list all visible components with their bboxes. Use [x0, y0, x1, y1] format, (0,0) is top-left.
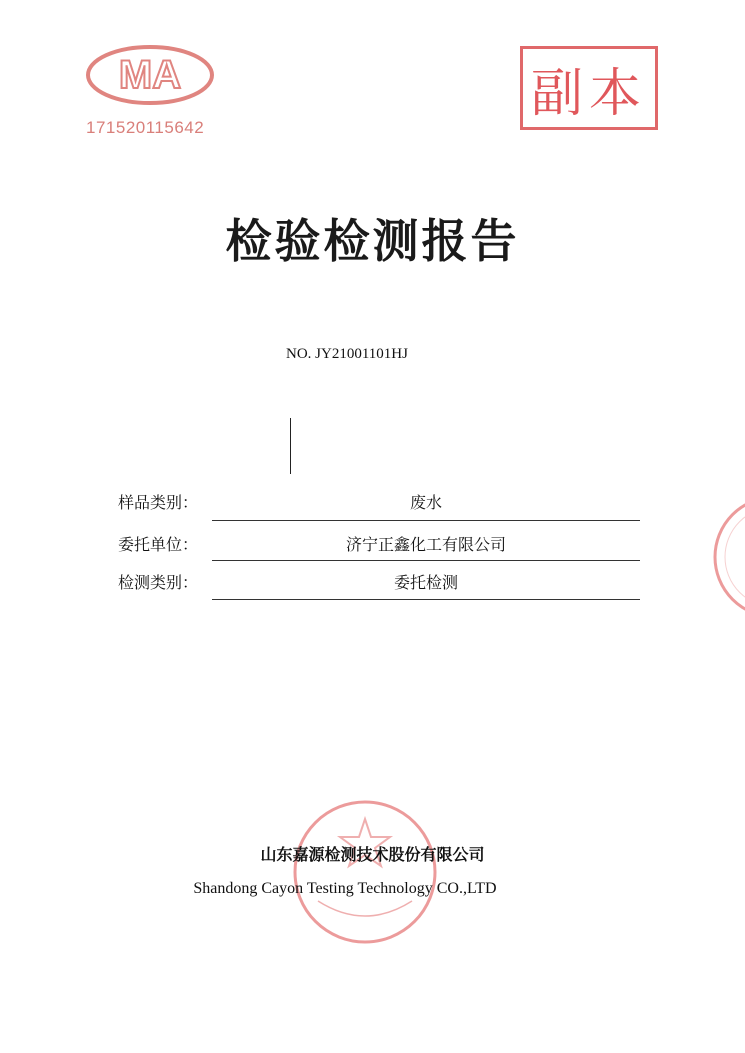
field-value-sample-category: 废水 [409, 493, 442, 512]
field-underline [212, 520, 640, 521]
company-seal [290, 797, 440, 947]
cma-logo [84, 42, 216, 108]
report-title: 检验检测报告 [225, 214, 520, 268]
field-underline [212, 560, 640, 561]
field-underline [212, 599, 640, 600]
field-value-test-type: 委托检测 [393, 573, 458, 592]
field-value-client: 济宁正鑫化工有限公司 [345, 535, 506, 554]
company-name-cn: 山东嘉源检测技术股份有限公司 [260, 845, 485, 864]
company-name-en: Shandong Cayon Testing Technology CO.,LTD [193, 880, 497, 897]
text-cursor-mark [290, 418, 291, 474]
copy-stamp: 副本 [520, 46, 658, 130]
side-seal [700, 492, 745, 622]
field-label-client: 委托单位： [118, 535, 199, 554]
cma-number: 171520115642 [86, 118, 205, 137]
svg-text:MA: MA [118, 53, 182, 97]
report-number: NO. JY21001101HJ [286, 346, 408, 362]
field-label-sample-category: 样品类别： [118, 493, 199, 512]
field-label-test-type: 检测类别： [118, 573, 199, 592]
